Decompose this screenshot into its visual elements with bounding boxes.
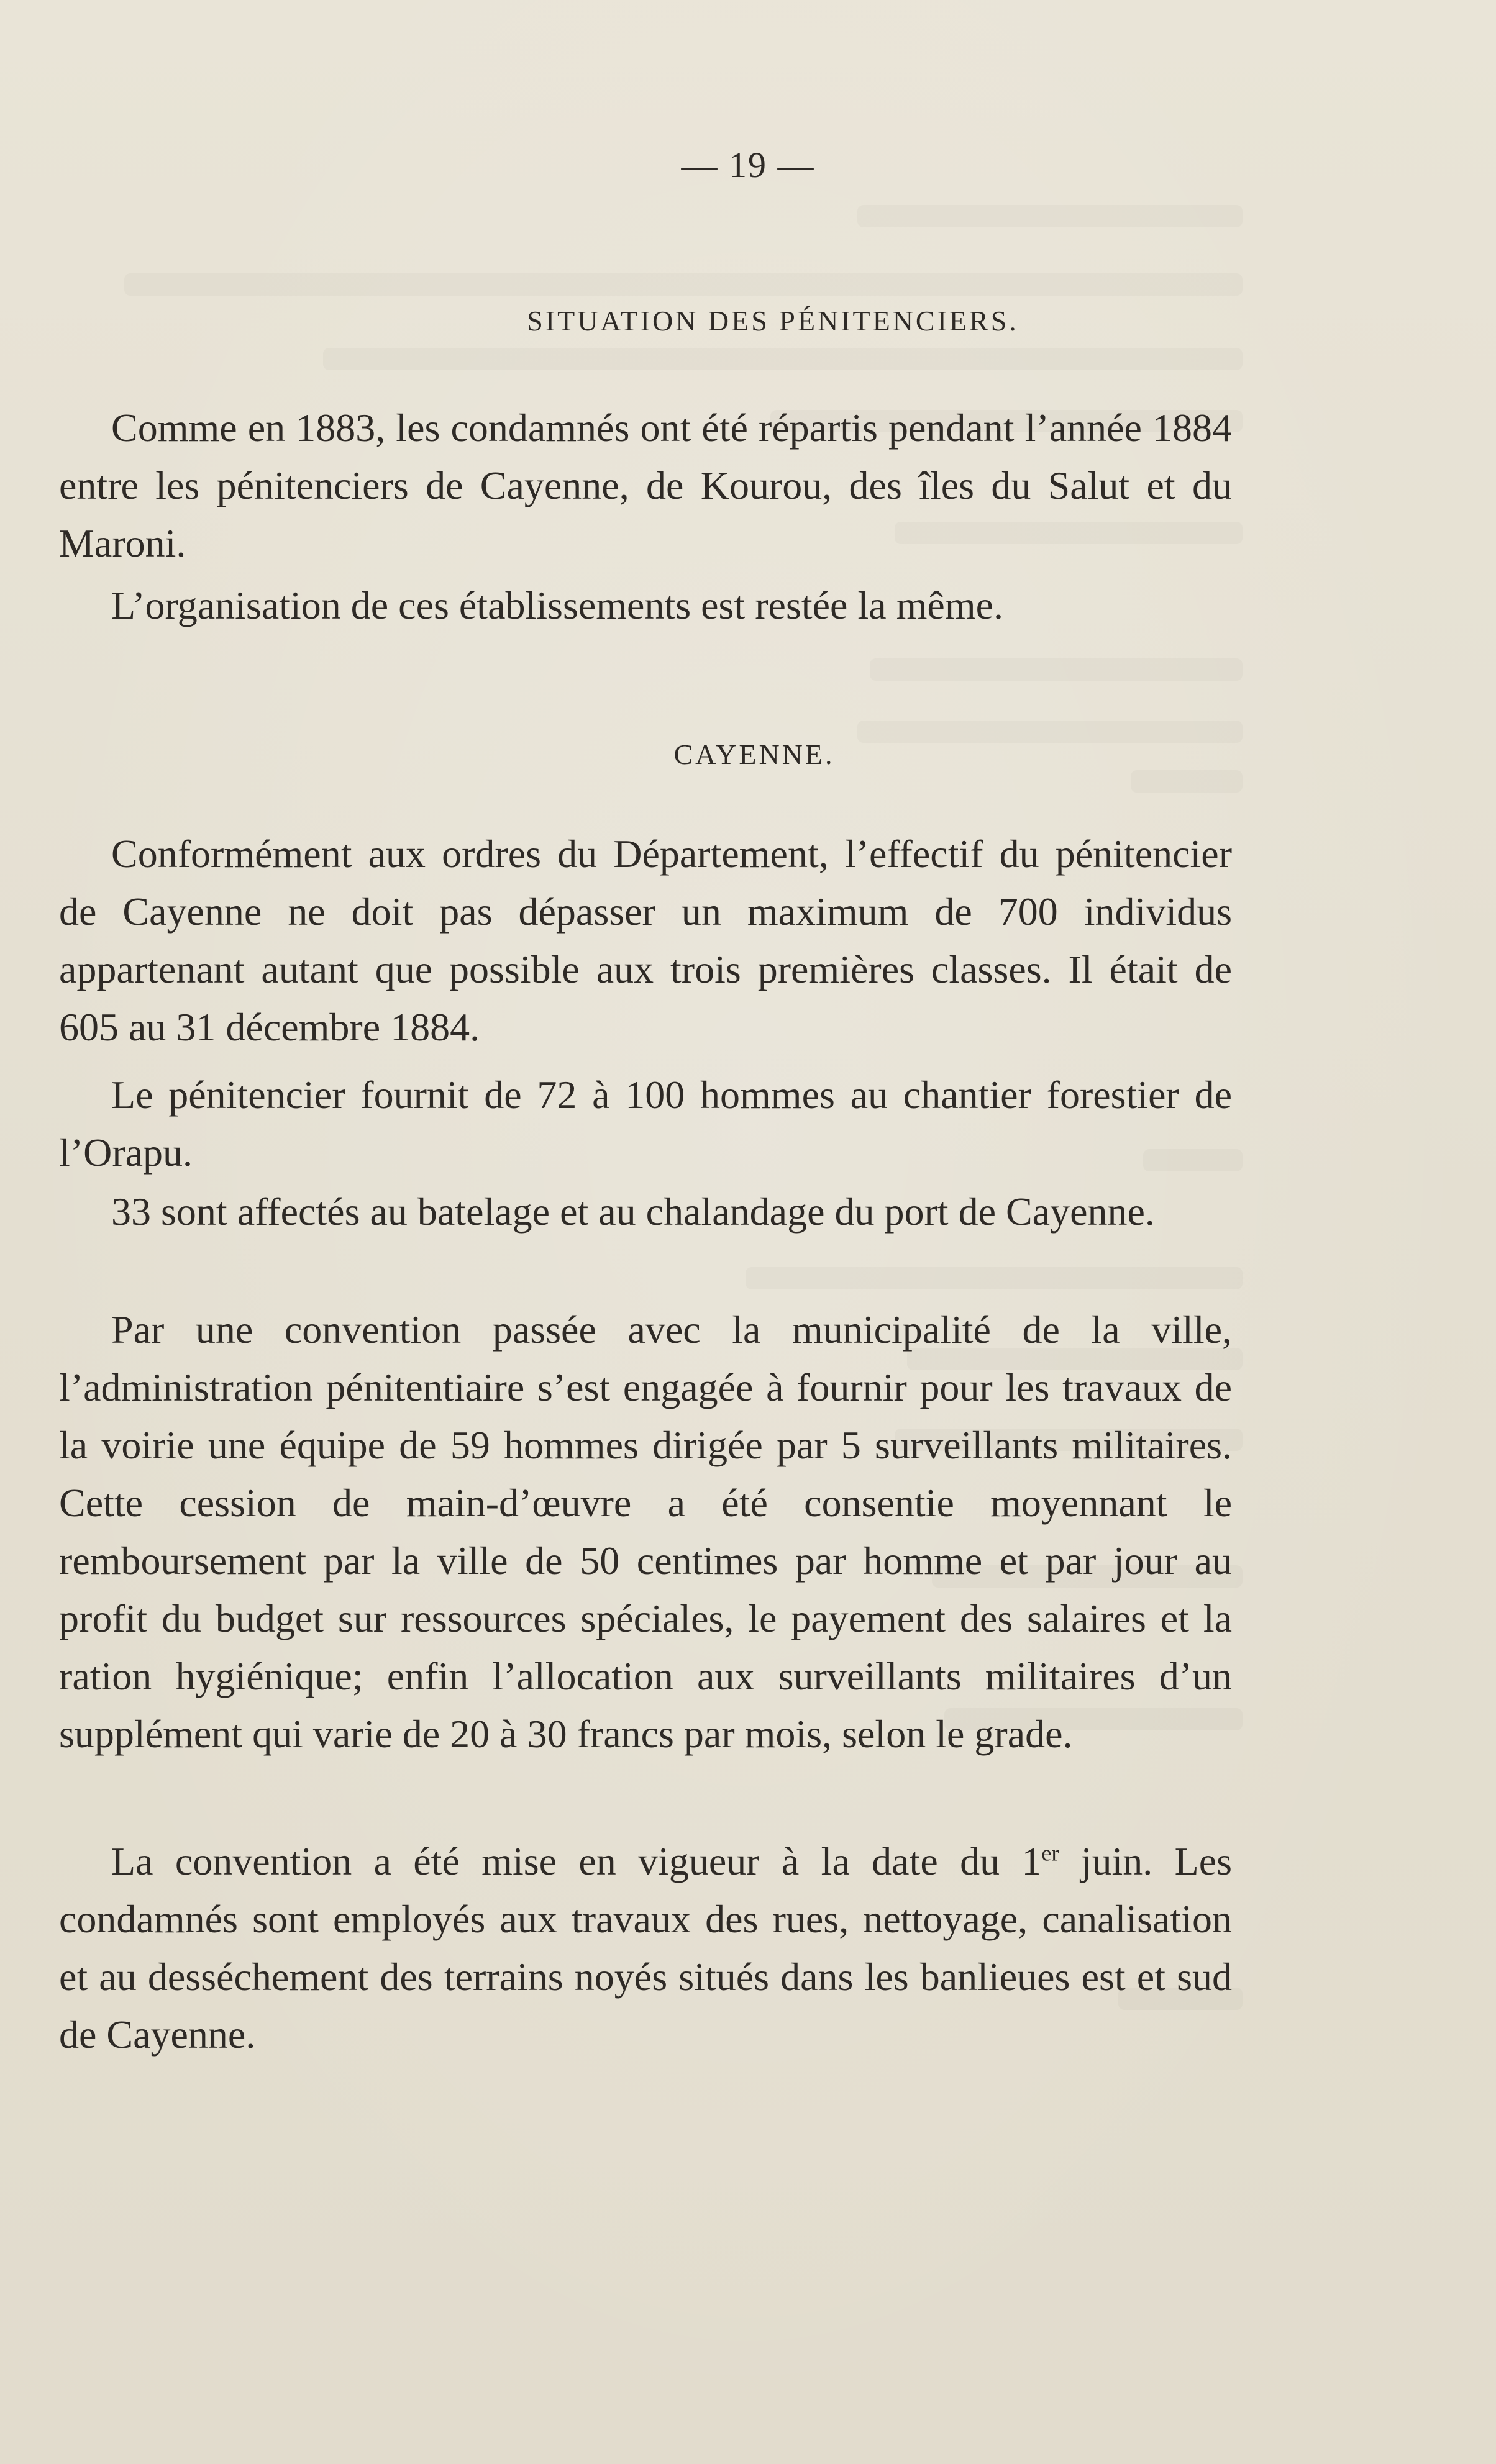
paragraph: Conformément aux ordres du Département, l’effectif du pénitencier de Cayenne ne doit pas dépasser un maximum de 700 individus appartenant autant que possible aux trois premières classes. Il était de 605 au 31 décembre 1884. bbox=[59, 832, 1232, 1049]
section-title-situation: SITUATION DES PÉNITENCIERS. bbox=[527, 305, 1019, 337]
page-number: — 19 — bbox=[681, 145, 815, 185]
paragraph: Par une convention passée avec la municipalité de la ville, l’administration pénitentiaire s’est engagée à fournir pour les travaux de la voirie une équipe de 59 hommes dirigée par 5 surveillants militaires. Cette cession de main-d’œuvre a été consentie moyennant le remboursement par la ville de 50 centimes par homme et par jour au profit du budget sur ressources spéciales, le payement des salaires et la ration hygiénique; enfin l’allocation aux surveillants militaires d’un supplément qui varie de 20 à 30 francs par mois, selon le grade. bbox=[59, 1307, 1232, 1756]
paragraph: 33 sont affectés au batelage et au chalandage du port de Cayenne. bbox=[111, 1189, 1155, 1234]
paragraph: Comme en 1883, les condamnés ont été répartis pendant l’année 1884 entre les pénitenciers de Cayenne, de Kourou, des îles du Salut et du Maroni. bbox=[59, 406, 1232, 565]
paragraph-text-end: juin. Les condamnés sont employés aux travaux des rues, nettoyage, canalisation et au desséchement des terrains noyés situés dans les banlieues est et sud de Cayenne. bbox=[59, 1839, 1233, 2057]
ordinal-superscript: er bbox=[1041, 1840, 1059, 1866]
paragraph: L’organisation de ces établissements est restée la même. bbox=[111, 583, 1003, 627]
paragraph-text-start: La convention a été mise en vigueur à la date du 1 bbox=[111, 1839, 1042, 1883]
paragraph: Le pénitencier fournit de 72 à 100 hommes au chantier forestier de l’Orapu. bbox=[59, 1073, 1232, 1175]
section-title-cayenne: CAYENNE. bbox=[673, 739, 835, 770]
paragraph bbox=[59, 1832, 1232, 2063]
